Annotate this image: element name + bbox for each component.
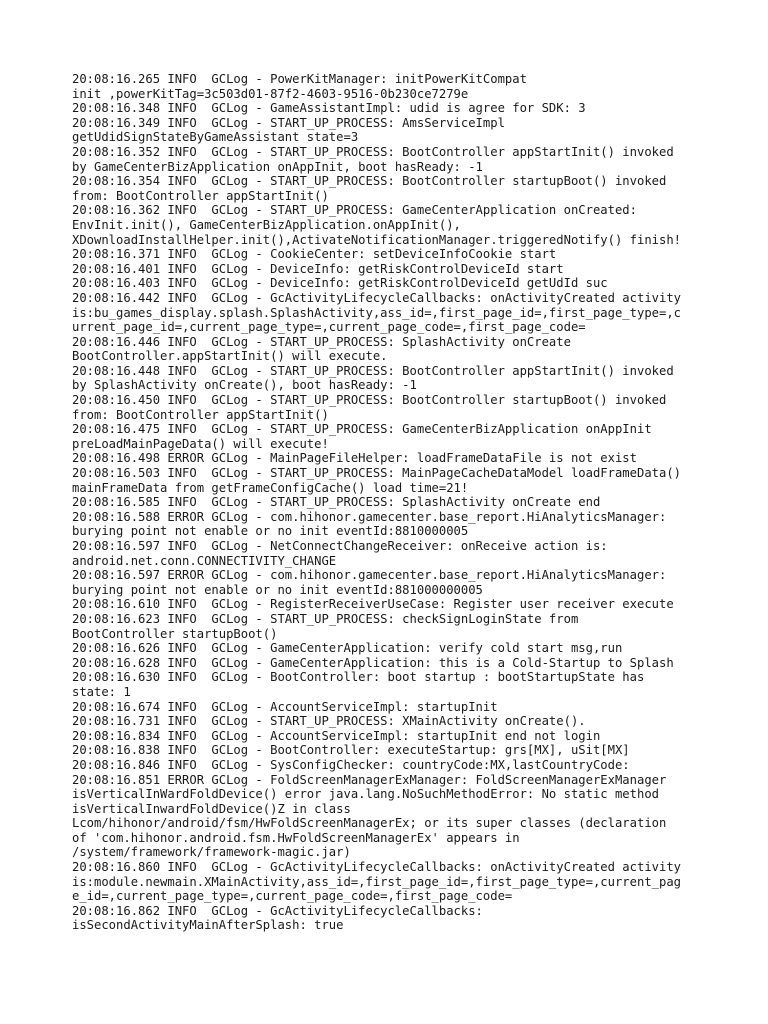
log-line: 20:08:16.442 INFO GCLog - GcActivityLifecycleCallbacks: onActivityCreated activity [72,290,682,305]
log-line: e_id=,current_page_type=,current_page_code=,first_page_code= [72,889,513,904]
log-line: 20:08:16.349 INFO GCLog - START_UP_PROCESS: AmsServiceImpl [72,115,505,130]
log-line: getUdidSignStateByGameAssistant state=3 [72,130,359,145]
log-line: 20:08:16.626 INFO GCLog - GameCenterApplication: verify cold start msg,run [72,641,623,656]
log-line: 20:08:16.475 INFO GCLog - START_UP_PROCESS: GameCenterBizApplication onAppInit [72,422,652,437]
log-line: 20:08:16.448 INFO GCLog - START_UP_PROCESS: BootController appStartInit() invoked [72,363,674,378]
log-line: 20:08:16.348 INFO GCLog - GameAssistantImpl: udid is agree for SDK: 3 [72,101,586,116]
log-line: 20:08:16.610 INFO GCLog - RegisterReceiverUseCase: Register user receiver execute [72,597,674,612]
log-line: 20:08:16.862 INFO GCLog - GcActivityLifecycleCallbacks: [72,903,483,918]
log-line: 20:08:16.846 INFO GCLog - SysConfigChecker: countryCode:MX,lastCountryCode: [72,757,630,772]
log-line: 20:08:16.731 INFO GCLog - START_UP_PROCESS: XMainActivity onCreate(). [72,714,586,729]
log-line: urrent_page_id=,current_page_type=,current_page_code=,first_page_code= [72,320,586,335]
log-line: by SplashActivity onCreate(), boot hasReady: -1 [72,378,417,393]
log-line: android.net.conn.CONNECTIVITY_CHANGE [72,553,337,568]
log-line: is:bu_games_display.splash.SplashActivity,ass_id=,first_page_id=,first_page_type=,c [72,305,682,320]
log-line: EnvInit.init(), GameCenterBizApplication.onAppInit(), [72,217,461,232]
log-line: 20:08:16.597 INFO GCLog - NetConnectChangeReceiver: onReceive action is: [72,539,608,553]
log-line: mainFrameData from getFrameConfigCache() load time=21! [72,480,469,495]
log-line: 20:08:16.628 INFO GCLog - GameCenterApplication: this is a Cold-Startup to Splash [72,655,674,670]
log-line: 20:08:16.585 INFO GCLog - START_UP_PROCESS: SplashActivity onCreate end [72,495,601,510]
log-line: 20:08:16.498 ERROR GCLog - MainPageFileHelper: loadFrameDataFile is not exist [72,451,637,466]
log-line: by GameCenterBizApplication onAppInit, boot hasReady: -1 [72,159,483,174]
log-line: init ,powerKitTag=3c503d01-87f2-4603-9516-0b230ce7279e [72,86,469,101]
log-line: 20:08:16.674 INFO GCLog - AccountServiceImpl: startupInit [72,699,498,714]
log-line: 20:08:16.403 INFO GCLog - DeviceInfo: getRiskControlDeviceId getUdId suc [72,276,608,291]
log-line: 20:08:16.401 INFO GCLog - DeviceInfo: getRiskControlDeviceId start [72,261,564,276]
log-line: from: BootController appStartInit() [72,407,329,422]
log-line: 20:08:16.503 INFO GCLog - START_UP_PROCESS: MainPageCacheDataModel loadFrameData() [72,466,682,481]
log-line: isVerticalInwardFoldDevice()Z in class [72,801,351,816]
log-line: XDownloadInstallHelper.init(),ActivateNotificationManager.triggeredNotify() finish! [72,232,682,247]
log-line: 20:08:16.834 INFO GCLog - AccountServiceImpl: startupInit end not login [72,728,601,743]
log-line: from: BootController appStartInit() [72,188,329,203]
log-line: is:module.newmain.XMainActivity,ass_id=,first_page_id=,first_page_type=,current_pag [72,874,682,889]
log-line: 20:08:16.597 ERROR GCLog - com.hihonor.gamecenter.base_report.HiAnalyticsManager: [72,568,667,583]
log-body [72,72,702,933]
log-line: 20:08:16.838 INFO GCLog - BootController: executeStartup: grs[MX], uSit[MX] [72,743,630,758]
log-line: 20:08:16.588 ERROR GCLog - com.hihonor.gamecenter.base_report.HiAnalyticsManager: [72,509,667,524]
log-line: of 'com.hihonor.android.fsm.HwFoldScreenManagerEx' appears in [72,830,520,845]
log-line: 20:08:16.371 INFO GCLog - CookieCenter: setDeviceInfoCookie start [72,247,557,262]
log-line: 20:08:16.265 INFO GCLog - PowerKitManager: initPowerKitCompat [72,72,527,86]
log-line: isVerticalInWardFoldDevice() error java.lang.NoSuchMethodError: No static method [72,787,659,802]
log-line: 20:08:16.362 INFO GCLog - START_UP_PROCESS: GameCenterApplication onCreated: [72,203,637,218]
log-document [72,72,702,933]
log-line: Lcom/hihonor/android/fsm/HwFoldScreenManagerEx; or its super classes (declaration [72,816,667,831]
log-line: state: 1 [72,684,131,699]
log-line: /system/framework/framework-magic.jar) [72,845,351,860]
log-line: BootController.appStartInit() will execute. [72,349,388,364]
log-line: 20:08:16.851 ERROR GCLog - FoldScreenManagerExManager: FoldScreenManagerExManager [72,772,667,787]
log-line: 20:08:16.623 INFO GCLog - START_UP_PROCESS: checkSignLoginState from [72,611,579,626]
log-line: BootController startupBoot() [72,626,278,641]
log-line: burying point not enable or no init eventId:8810000005 [72,524,469,539]
log-line: 20:08:16.354 INFO GCLog - START_UP_PROCESS: BootController startupBoot() invoked [72,174,667,189]
log-line: burying point not enable or no init eventId:881000000005 [72,582,483,597]
log-line: 20:08:16.860 INFO GCLog - GcActivityLifecycleCallbacks: onActivityCreated activity [72,860,682,875]
log-line: 20:08:16.352 INFO GCLog - START_UP_PROCESS: BootController appStartInit() invoked [72,144,674,159]
log-line: 20:08:16.446 INFO GCLog - START_UP_PROCESS: SplashActivity onCreate [72,334,571,349]
log-line: isSecondActivityMainAfterSplash: true [72,918,344,933]
log-line: 20:08:16.450 INFO GCLog - START_UP_PROCESS: BootController startupBoot() invoked [72,393,667,408]
log-line: preLoadMainPageData() will execute! [72,436,329,451]
log-line: 20:08:16.630 INFO GCLog - BootController: boot startup : bootStartupState has [72,670,645,685]
